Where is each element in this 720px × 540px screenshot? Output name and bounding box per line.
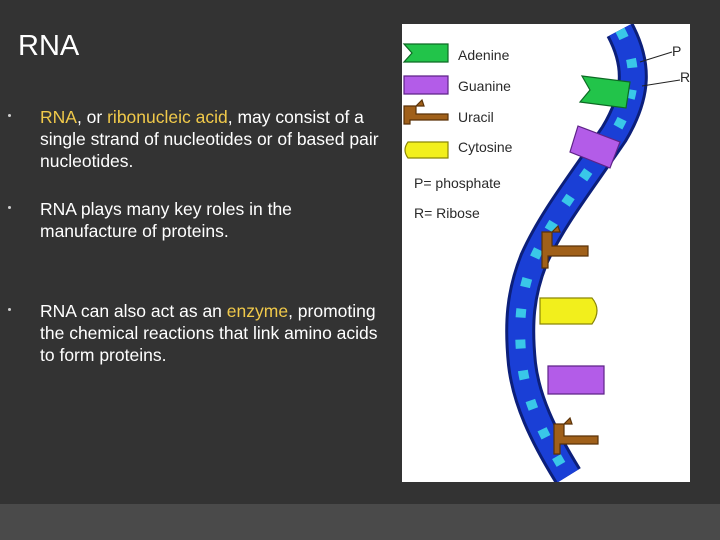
ribose-label: R	[680, 69, 690, 85]
bullet-text: RNA can also act as an	[40, 301, 227, 321]
legend-guanine-swatch	[404, 76, 448, 94]
legend-ribose-label: R= Ribose	[414, 205, 480, 221]
term-rna: RNA	[40, 107, 77, 127]
bullet-item-3	[0, 300, 390, 366]
bullet-text: , may consist of a single strand of nucleotides or of based pair nucleotides.	[40, 107, 379, 171]
footer-band	[0, 504, 720, 540]
bullet-list	[0, 106, 390, 366]
legend-phosphate-label: P= phosphate	[414, 175, 501, 191]
legend-adenine-label: Adenine	[458, 47, 510, 63]
bullet-item-2	[0, 198, 390, 242]
base-uracil-2	[554, 418, 598, 454]
bullet-text: , promoting the chemical reactions that link amino acids to form proteins.	[40, 301, 378, 365]
bullet-marker	[8, 308, 11, 311]
bullet-text: RNA plays many key roles in the manufacture of proteins.	[40, 199, 292, 241]
bullet-text: , or	[76, 107, 108, 127]
legend-adenine-swatch	[404, 44, 448, 62]
term-enzyme: enzyme	[226, 301, 289, 321]
rna-diagram	[402, 24, 690, 482]
legend-uracil-swatch	[404, 100, 448, 124]
base-cytosine	[540, 298, 597, 324]
base-adenine	[580, 76, 630, 108]
bullet-marker	[8, 114, 11, 117]
bullet-marker	[8, 206, 11, 209]
slide-title: RNA	[18, 30, 80, 62]
term-ribonucleic-acid: ribonucleic acid	[107, 107, 228, 127]
base-guanine-2	[548, 366, 604, 394]
legend-guanine-label: Guanine	[458, 78, 511, 94]
legend-cytosine-label: Cytosine	[458, 139, 513, 155]
bullet-item-1	[0, 106, 390, 172]
legend-uracil-label: Uracil	[458, 109, 494, 125]
legend-cytosine-swatch	[405, 142, 448, 158]
phosphate-label: P	[672, 43, 682, 59]
